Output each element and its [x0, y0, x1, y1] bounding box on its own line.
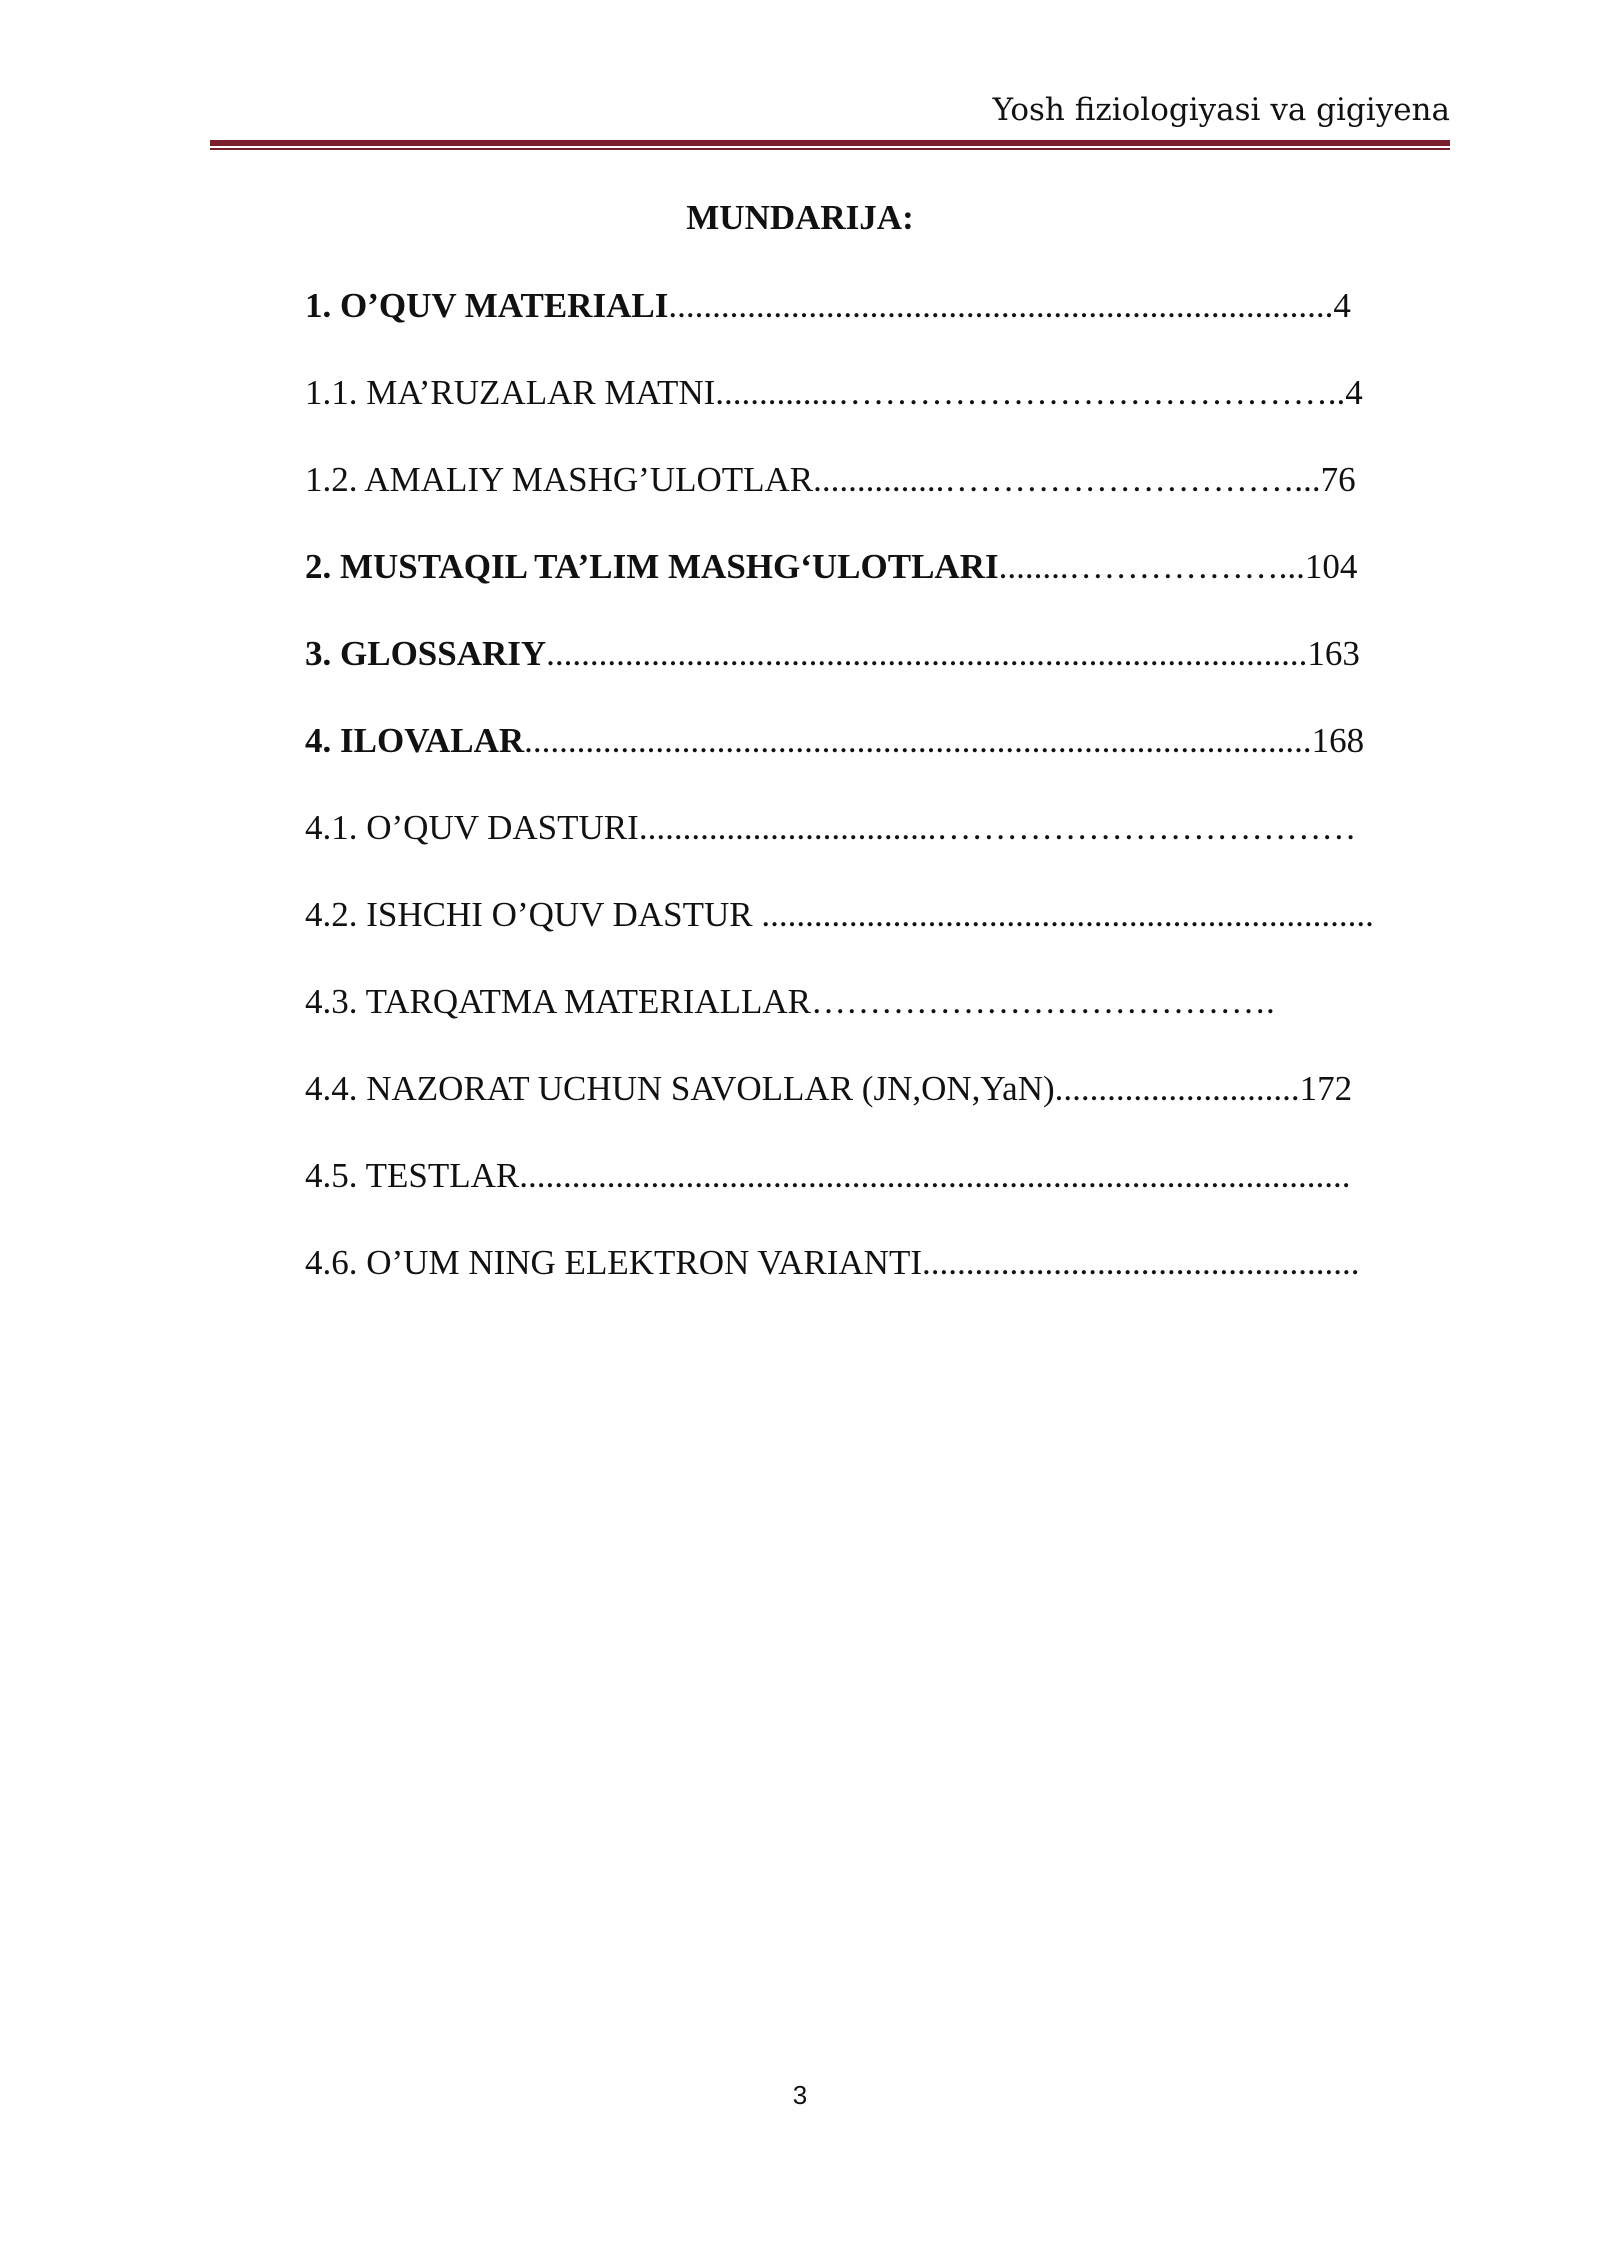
toc-entry-label: 4.2. ISHCHI O’QUV DASTUR	[305, 895, 762, 934]
toc-entry-page-number: 163	[1307, 634, 1360, 673]
toc-entry-label: 1.1. MA’RUZALAR MATNI	[305, 373, 716, 412]
toc-entry-leader-dots: ......................................................................	[761, 895, 1374, 934]
toc-entry-leader-dots: ...............………………………….	[813, 460, 1304, 499]
running-header-title: Yosh fiziologiyasi va gigiyena	[992, 92, 1450, 128]
toc-entry-leader-dots: ............................................................................	[668, 286, 1334, 325]
toc-entry-label: 1.2. AMALIY MASHG’ULOTLAR	[305, 460, 814, 499]
toc-heading: MUNDARIJA:	[686, 198, 914, 237]
toc-entry-leader-dots: ...............................................................................................	[519, 1156, 1351, 1195]
toc-entry-label: 4.6. O’UM NING ELEKTRON VARIANTI	[305, 1243, 922, 1282]
toc-entry[interactable]	[305, 889, 1445, 976]
toc-entry[interactable]	[305, 1063, 1445, 1150]
toc-entry-leader-dots: ..................................………………………………	[638, 808, 1357, 847]
toc-entry-label: 4. ILOVALAR	[305, 721, 525, 760]
toc-entry-leader-dots: .......................................................................................	[546, 634, 1308, 673]
toc-entry-label: 4.3. TARQATMA MATERIALLAR	[305, 982, 812, 1021]
toc-entry-page-number: 172	[1299, 1069, 1353, 1108]
toc-entry[interactable]	[305, 1150, 1445, 1237]
toc-entry-label: 1. O’QUV MATERIALI	[305, 286, 669, 325]
toc-entry-leader-dots: ………………………………….	[811, 982, 1275, 1021]
toc-entry-label: 3. GLOSSARIY	[305, 634, 547, 673]
header-rule-thin	[210, 148, 1450, 150]
toc-entry[interactable]	[305, 715, 1445, 802]
toc-entry[interactable]	[305, 1237, 1445, 1324]
toc-entry[interactable]	[305, 628, 1445, 715]
toc-entry[interactable]	[305, 541, 1445, 628]
table-of-contents	[305, 280, 1445, 1324]
toc-entry-page-number: 168	[1311, 721, 1365, 760]
toc-entry-page-number: .104	[1296, 547, 1358, 586]
toc-entry-leader-dots: ..........................................................................................	[524, 721, 1312, 760]
toc-entry[interactable]	[305, 976, 1445, 1063]
toc-entry-page-number: 4	[1345, 373, 1363, 412]
toc-entry-leader-dots: ..................................................	[922, 1243, 1360, 1282]
header-rule-thick	[210, 140, 1450, 146]
toc-entry-leader-dots: ........………………..	[998, 547, 1297, 586]
toc-entry[interactable]	[305, 454, 1445, 541]
toc-entry-leader-dots: ..............……………………………………..	[715, 373, 1346, 412]
page-number: 3	[792, 2080, 808, 2110]
toc-entry-page-number: 4	[1333, 286, 1351, 325]
toc-entry[interactable]	[305, 367, 1445, 454]
toc-entry-label: 2. MUSTAQIL TA’LIM MASHG‘ULOTLARI	[305, 547, 999, 586]
toc-entry-label: 4.5. TESTLAR	[305, 1156, 520, 1195]
toc-entry-page-number: ..76	[1303, 460, 1356, 499]
toc-entry-leader-dots: ............................	[1054, 1069, 1300, 1108]
toc-entry-label: 4.1. O’QUV DASTURI	[305, 808, 639, 847]
toc-entry[interactable]	[305, 280, 1445, 367]
toc-entry[interactable]	[305, 802, 1445, 889]
toc-entry-label: 4.4. NAZORAT UCHUN SAVOLLAR (JN,ON,YaN)	[305, 1069, 1055, 1108]
